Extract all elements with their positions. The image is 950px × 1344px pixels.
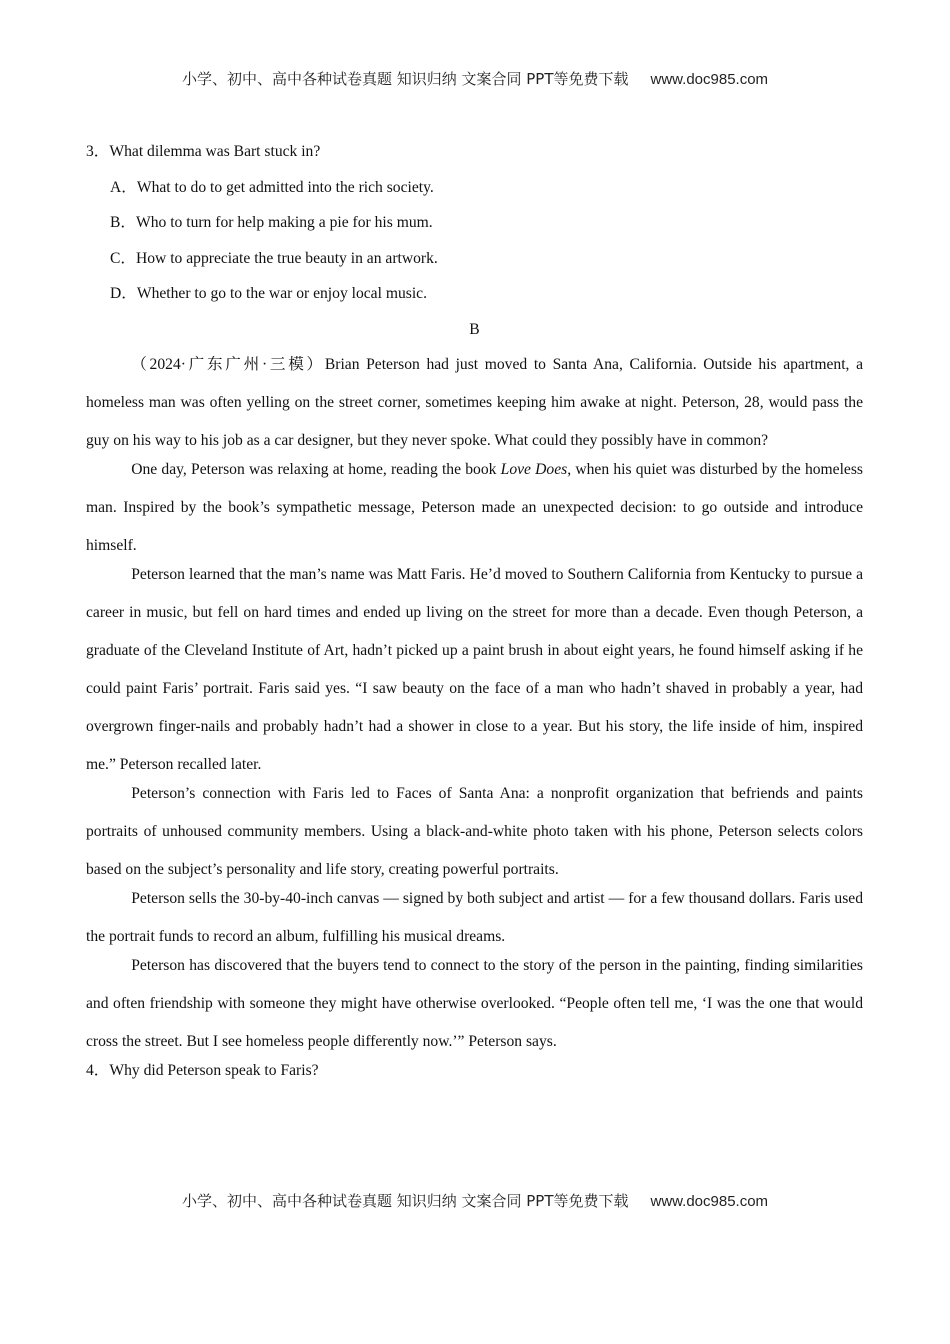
question-3-option-b: B．Who to turn for help making a pie for his mum.: [110, 214, 433, 231]
paragraph-2-text-end: , when his quiet was disturbed by the homeless man. Inspired by the book’s sympathetic message, Peterson made an unexpected decision: to go outside and introduce himself.: [86, 460, 863, 554]
question-3-stem: 3．What dilemma was Bart stuck in?: [86, 143, 321, 160]
question-3-option-a: A．What to do to get admitted into the rich society.: [110, 178, 434, 196]
footer-text: 小学、初中、高中各种试卷真题 知识归纳 文案合同 PPT等免费下载: [181, 1192, 629, 1210]
page-footer: [0, 1190, 950, 1211]
passage-paragraph-5: Peterson sells the 30-by-40-inch canvas — signed by both subject and artist — for a few thousand dollars. Faris used the portrait funds to record an album, fulfilling his musical dreams.: [86, 889, 863, 945]
passage-paragraph-6: Peterson has discovered that the buyers tend to connect to the story of the person in the painting, finding similarities and often friendship with someone they might have otherwise overlooked. “People often tell me, ‘I was the one that would cross the street. But I see homeless people differently now.’” Peterson says.: [86, 956, 863, 1050]
question-3-option-d: D．Whether to go to the war or enjoy local music.: [110, 285, 427, 302]
passage-paragraph-4: Peterson’s connection with Faris led to Faces of Santa Ana: a nonprofit organization that befriends and paints portraits of unhoused community members. Using a black-and-white photo taken with his phone, Peterson selects colors based on the subject’s personality and life story, creating powerful portraits.: [86, 784, 863, 878]
paragraph-2-text-start: One day, Peterson was relaxing at home, reading the book: [131, 460, 501, 478]
document-body: [86, 142, 863, 1081]
question-4-stem: 4．Why did Peterson speak to Faris?: [86, 1061, 319, 1079]
question-3-option-c: C．How to appreciate the true beauty in an artwork.: [110, 249, 438, 267]
passage-paragraph-1: （2024·广东广州·三模）Brian Peterson had just moved to Santa Ana, California. Outside his apartment, a homeless man was often yelling on the street corner, sometimes keeping him awake at night. Peterson, 28, would pass the guy on his way to his job as a car designer, but they never spoke. What could they possibly have in common?: [86, 355, 863, 449]
footer-site-link[interactable]: www.doc985.com: [650, 1193, 769, 1210]
section-label: B: [469, 320, 480, 338]
header-text: 小学、初中、高中各种试卷真题 知识归纳 文案合同 PPT等免费下载: [181, 70, 629, 88]
page-header: [0, 68, 950, 89]
passage-paragraph-2: [86, 451, 863, 565]
book-title: Love Does: [500, 460, 568, 478]
header-site-link[interactable]: www.doc985.com: [650, 71, 769, 88]
passage-paragraph-3: Peterson learned that the man’s name was Matt Faris. He’d moved to Southern California from Kentucky to pursue a career in music, but fell on hard times and ended up living on the street for more than a decade. Even though Peterson, a graduate of the Cleveland Institute of Art, hadn’t picked up a paint brush in about eight years, he found himself asking if he could paint Faris’ portrait. Faris said yes. “I saw beauty on the face of a man who hadn’t shaved in probably a year, had overgrown finger-nails and probably hadn’t had a shower in close to a year. But his story, the life inside of him, inspired me.” Peterson recalled later.: [86, 565, 863, 773]
